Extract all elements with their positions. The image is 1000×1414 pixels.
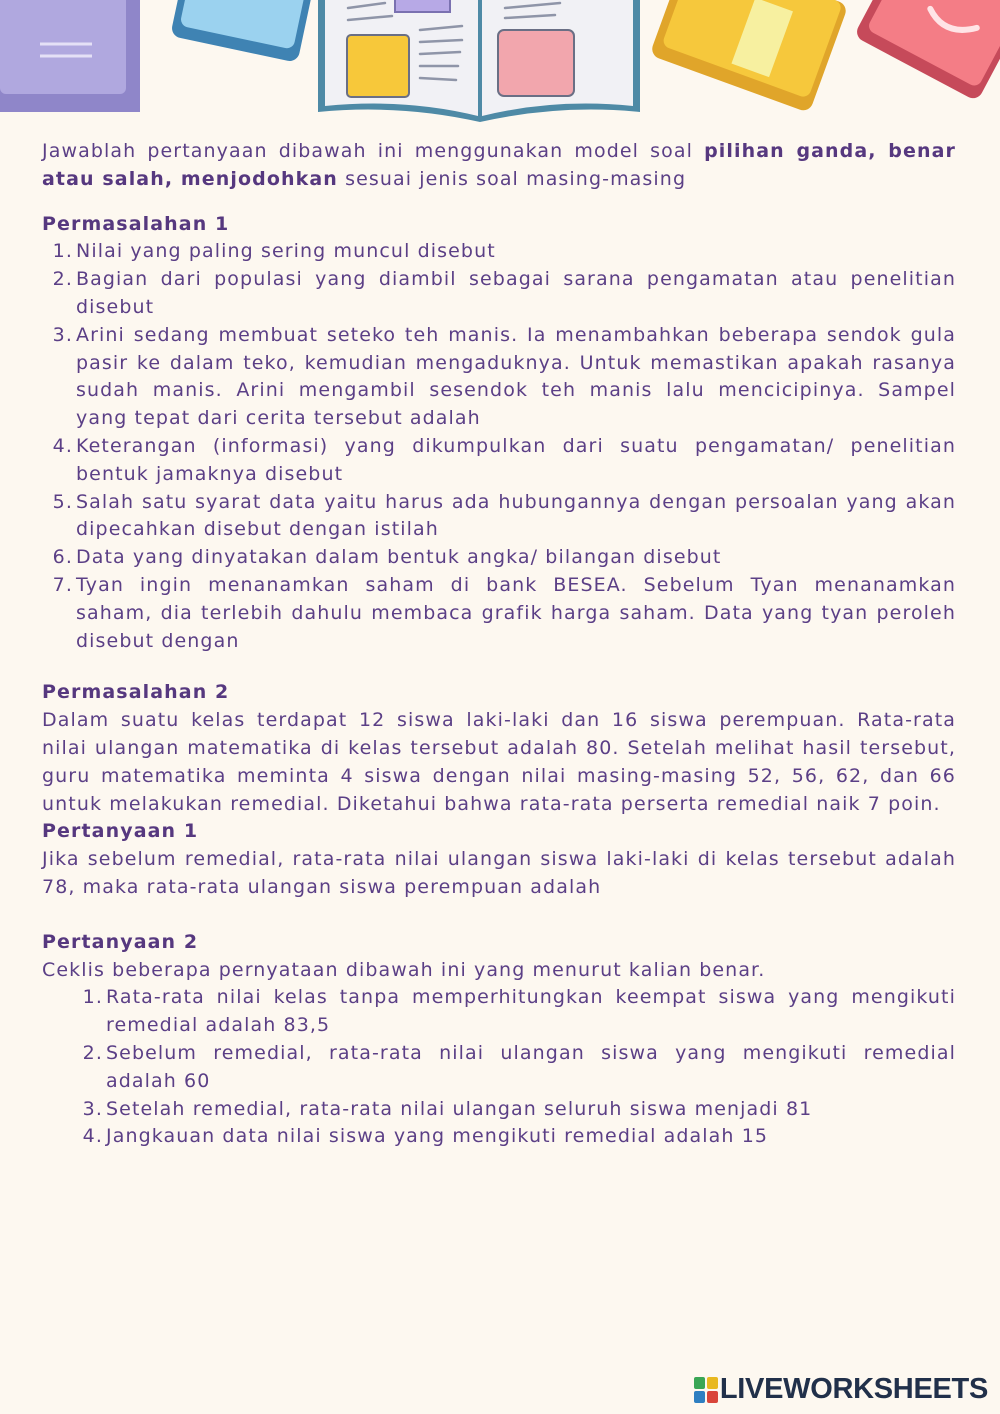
list-item: 4. Jangkauan data nilai siswa yang mengikuti remedial adalah 15 — [82, 1125, 769, 1148]
purple-book-icon — [0, 0, 140, 112]
yellow-book-icon — [649, 0, 848, 113]
question-2-text: Ceklis beberapa pernyataan dibawah ini yang menurut kalian benar. — [42, 958, 766, 981]
list-item: 3. Arini sedang membuat seteko teh manis. Ia menambahkan beberapa sendok gula pasir ke dalam teko, kemudian mengaduknya. Untuk memastikan apakah rasanya sudah manis. Arini mengambil sesendok teh manis lalu mencicipinya. Sampel yang tepat dari cerita tersebut adalah — [52, 323, 956, 430]
list-item: 5. Salah satu syarat data yaitu harus ada hubungannya dengan persoalan yang akan dipecahkan disebut dengan istilah — [52, 490, 956, 541]
instructions: Jawablah pertanyaan dibawah ini menggunakan model soal pilihan ganda, benar atau salah, menjodohkan sesuai jenis soal masing-masing — [42, 140, 956, 190]
open-book-icon — [318, 0, 640, 122]
list-item: 1. Nilai yang paling sering muncul disebut — [52, 240, 496, 263]
question-2-title: Pertanyaan 2 — [42, 930, 199, 953]
logo-text: LIVEWORKSHEETS — [719, 1373, 988, 1405]
problem-2-title: Permasalahan 2 — [42, 681, 230, 704]
question-2-list — [72, 984, 956, 1151]
list-item: 1. Rata-rata nilai kelas tanpa memperhitungkan keempat siswa yang mengikuti remedial adalah 83,5 — [82, 986, 956, 1037]
liveworksheets-logo-icon — [694, 1377, 718, 1403]
list-item: 3. Setelah remedial, rata-rata nilai ulangan seluruh siswa menjadi 81 — [82, 1097, 813, 1120]
list-item: 4. Keterangan (informasi) yang dikumpulkan dari suatu pengamatan/ penelitian bentuk jamaknya disebut — [52, 434, 956, 485]
blue-book-icon — [170, 0, 316, 63]
list-item: 7. Tyan ingin menanamkan saham di bank BESEA. Sebelum Tyan menanamkan saham, dia terlebih dahulu membaca grafik harga saham. Data yang tyan peroleh disebut dengan — [52, 573, 956, 652]
liveworksheets-logo — [694, 1373, 988, 1406]
list-item: 2. Sebelum remedial, rata-rata nilai ulangan siswa yang mengikuti remedial adalah 60 — [82, 1041, 956, 1092]
books-illustration — [0, 0, 1000, 135]
question-1-text: Jika sebelum remedial, rata-rata nilai ulangan siswa laki-laki di kelas tersebut adalah 78, maka rata-rata ulangan siswa perempuan adalah — [42, 848, 956, 898]
list-item: 6. Data yang dinyatakan dalam bentuk angka/ bilangan disebut — [52, 546, 722, 569]
list-item: 2. Bagian dari populasi yang diambil sebagai sarana pengamatan atau penelitian disebut — [52, 268, 956, 318]
red-book-icon — [854, 0, 1000, 102]
problem-2-description: Dalam suatu kelas terdapat 12 siswa laki-laki dan 16 siswa perempuan. Rata-rata nilai ulangan matematika di kelas tersebut adalah 80. Setelah melihat hasil tersebut, guru matematika meminta 4 siswa dengan nilai masing-masing 52, 56, 62, dan 66 untuk melakukan remedial. Diketahui bahwa rata-rata perserta remedial naik 7 poin. — [42, 709, 956, 815]
problem-1-list — [42, 238, 956, 655]
worksheet-content — [42, 138, 956, 1151]
question-1-title: Pertanyaan 1 — [42, 820, 199, 843]
problem-1-title: Permasalahan 1 — [42, 212, 230, 235]
